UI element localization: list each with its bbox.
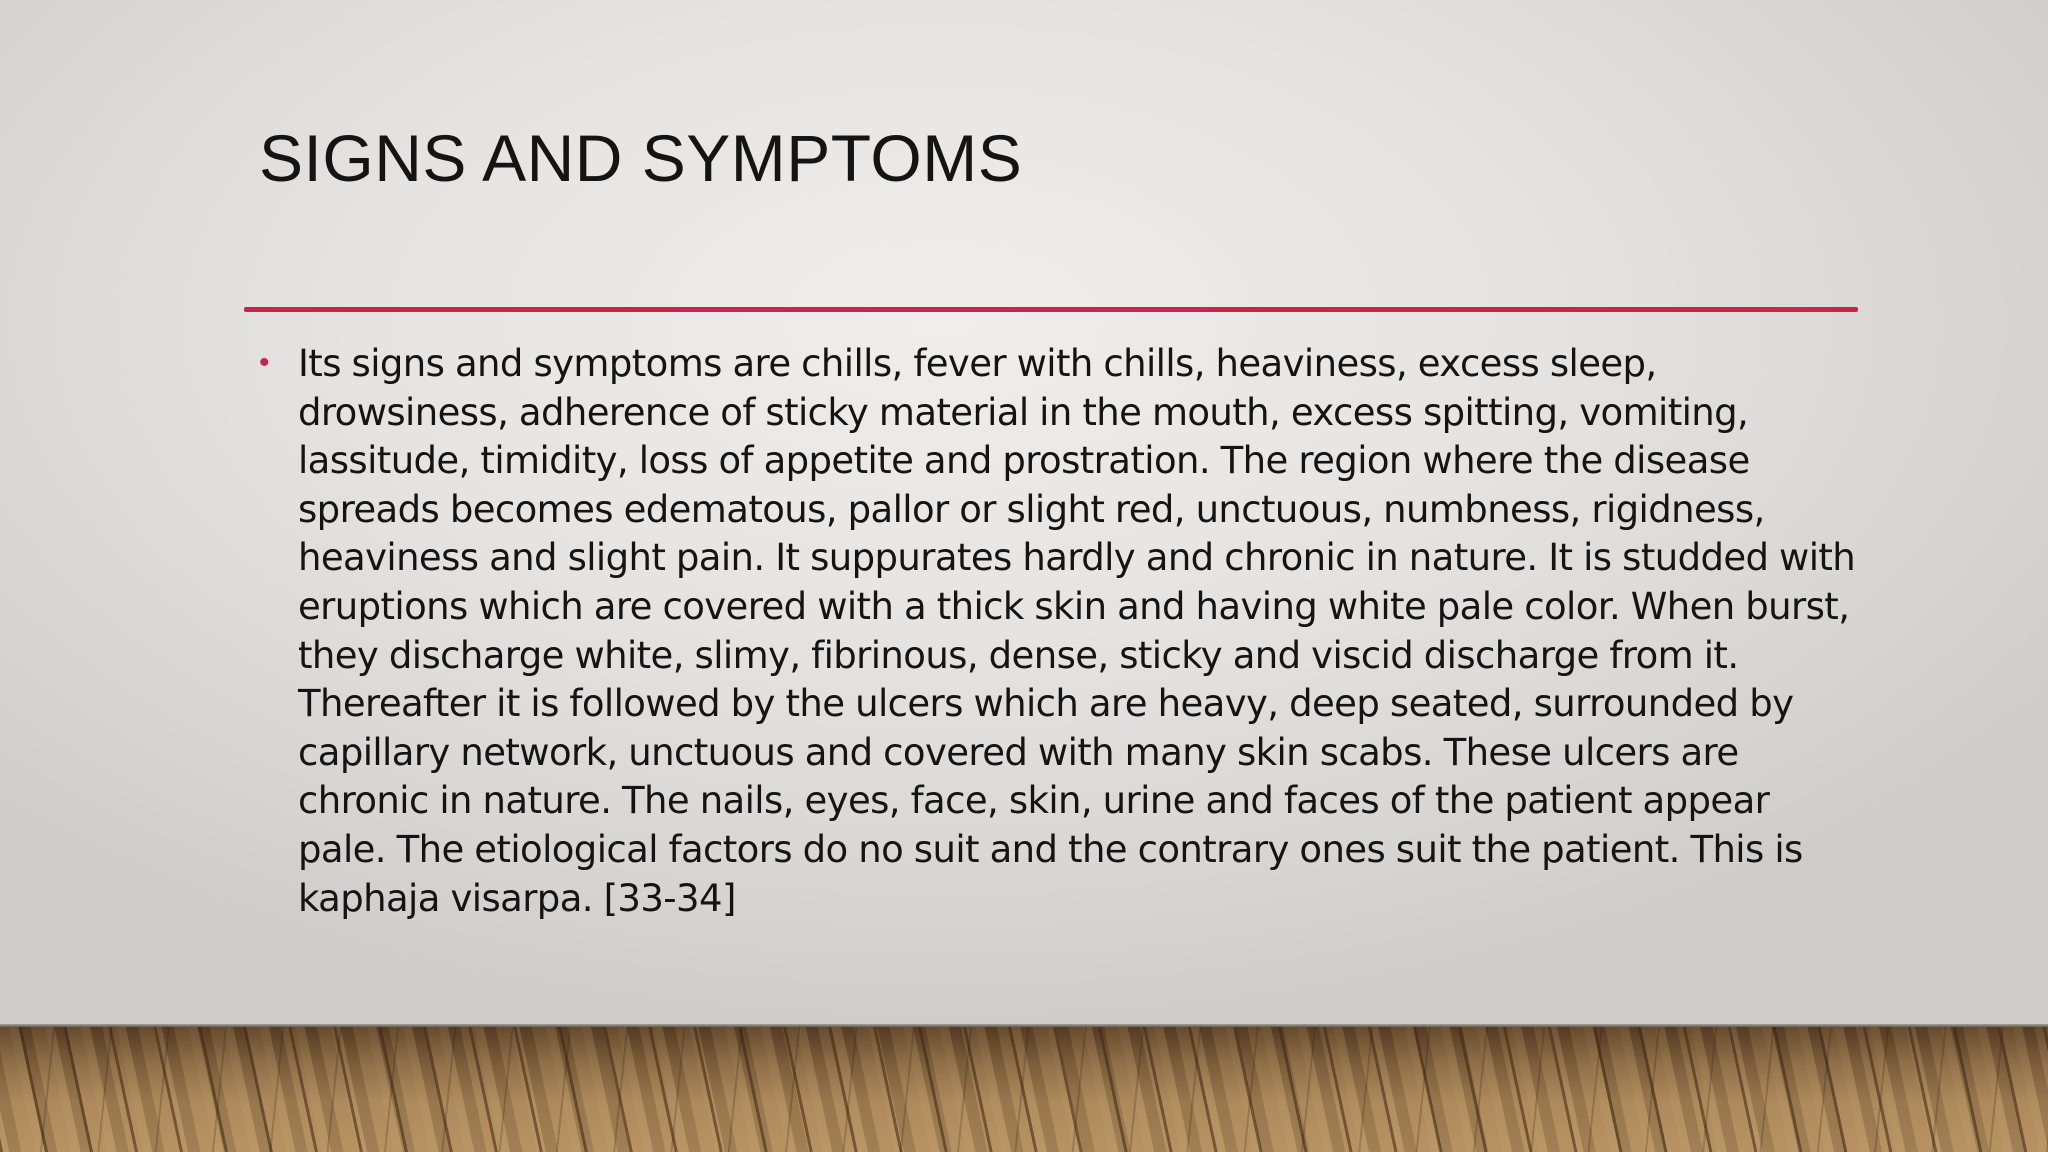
slide-title: SIGNS AND SYMPTOMS [259,121,1023,195]
bullet-dot-icon: • [259,346,270,379]
title-divider [244,307,1858,312]
slide-content [259,340,1859,923]
wood-floor-image [0,1027,2048,1152]
bullet-text: Its signs and symptoms are chills, fever with chills, heaviness, excess sleep, drowsiness, adherence of sticky material in the mouth, excess spitting, vomiting, lassitude, timidity, loss of appetite and prostration. The region where the disease spreads becomes edematous, pallor or slight red, unctuous, numbness, rigidness, heaviness and slight pain. It suppurates hardly and chronic in nature. It is studded with eruptions which are covered with a thick skin and having white pale color. When burst, they discharge white, slimy, fibrinous, dense, sticky and viscid discharge from it. Thereafter it is followed by the ulcers which are heavy, deep seated, surrounded by capillary network, unctuous and covered with many skin scabs. These ulcers are chronic in nature. The nails, eyes, face, skin, urine and faces of the patient appear pale. The etiological factors do no suit and the contrary ones suit the patient. This is kaphaja visarpa. [33-34] [298,342,1856,920]
bullet-item [259,340,1859,923]
